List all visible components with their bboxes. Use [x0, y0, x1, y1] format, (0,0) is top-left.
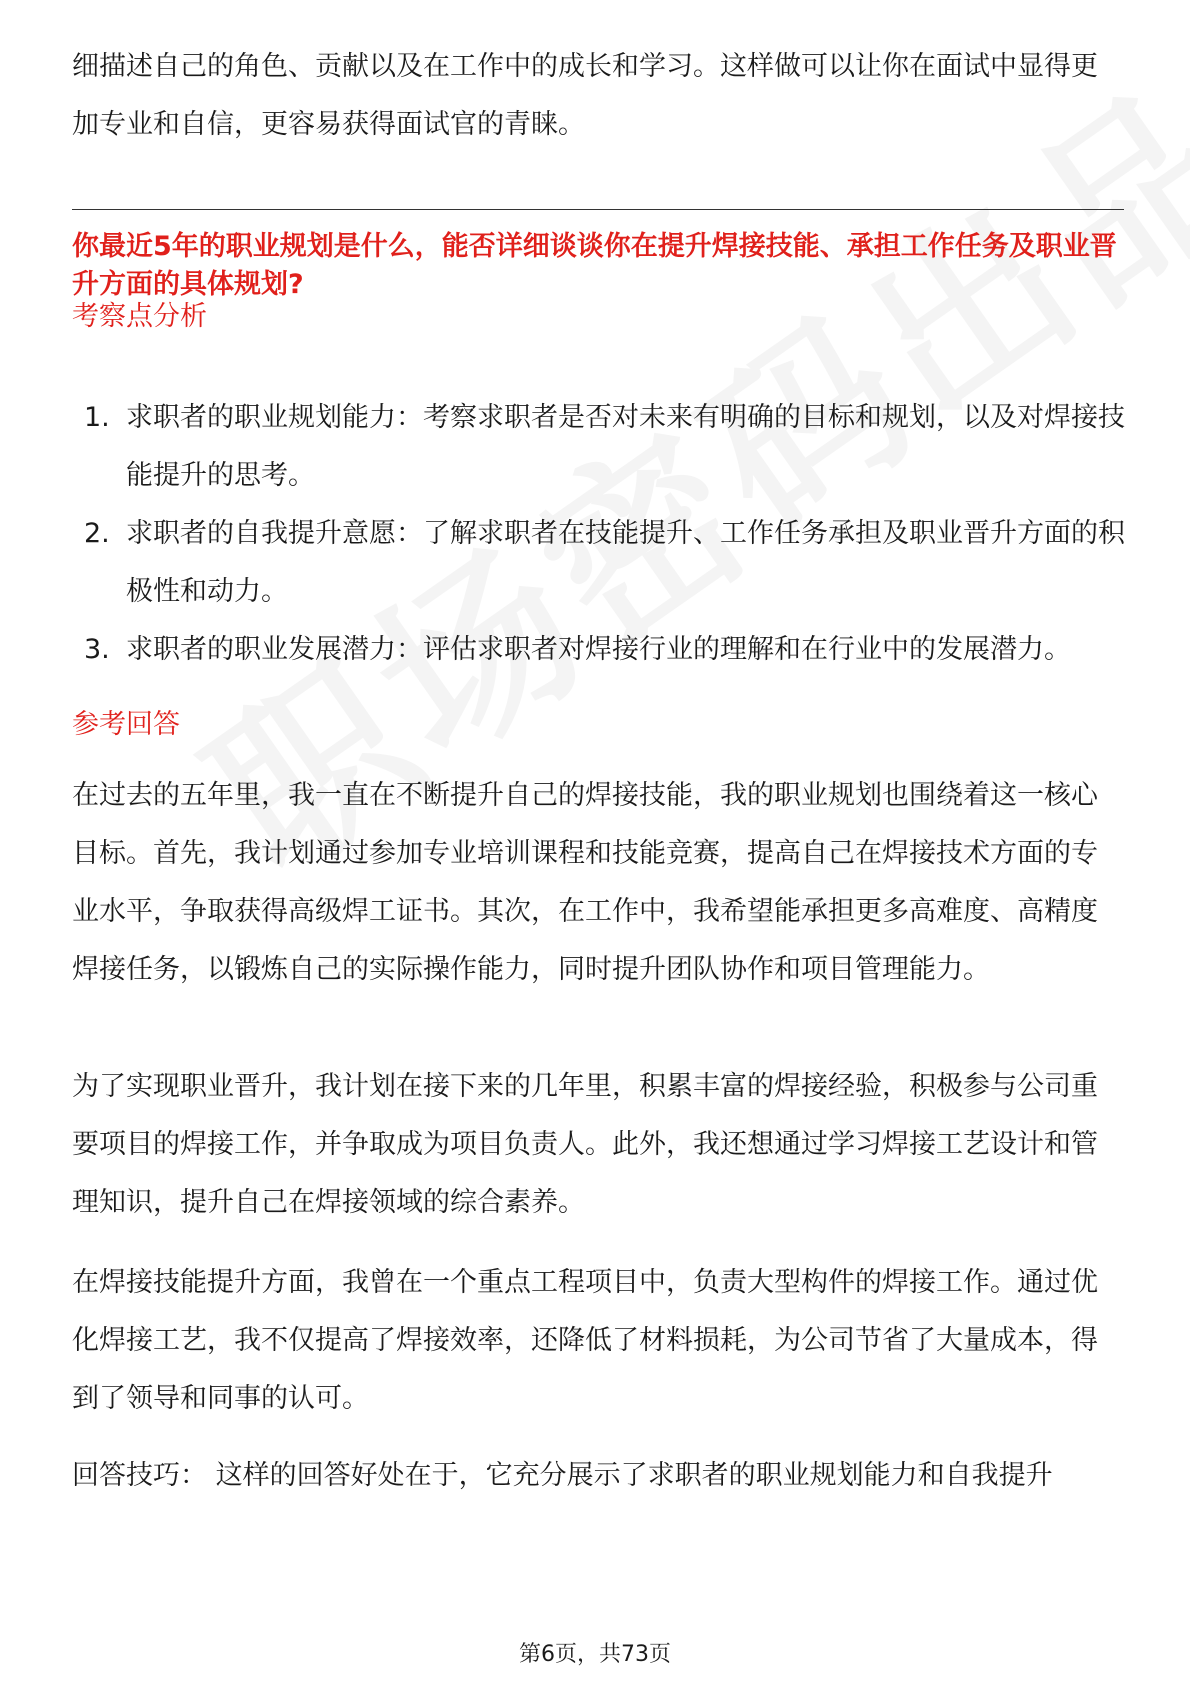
list-number: 3.: [84, 634, 110, 665]
answer-paragraph: 在过去的五年里，我一直在不断提升自己的焊接技能，我的职业规划也围绕着这一核心目标。首先，我计划通过参加专业培训课程和技能竞赛，提高自己在焊接技术方面的专业水平，争取获得高级焊工证书。其次，在工作中，我希望能承担更多高难度、高精度焊接任务，以锻炼自己的实际操作能力，同时提升团队协作和项目管理能力。: [72, 780, 1098, 985]
answer-heading: 参考回答: [72, 709, 180, 740]
list-item: [72, 505, 1132, 621]
answer-paragraph: 在焊接技能提升方面，我曾在一个重点工程项目中，负责大型构件的焊接工作。通过优化焊接工艺，我不仅提高了焊接效率，还降低了材料损耗，为公司节省了大量成本，得到了领导和同事的认可。: [72, 1267, 1098, 1414]
answer-tip-paragraph: 回答技巧： 这样的回答好处在于，它充分展示了求职者的职业规划能力和自我提升: [72, 1460, 1053, 1491]
question-heading: 你最近5年的职业规划是什么，能否详细谈谈你在提升焊接技能、承担工作任务及职业晋升方面的具体规划?: [72, 231, 1117, 300]
list-number: 2.: [84, 518, 110, 549]
list-item-text: 求职者的自我提升意愿：了解求职者在技能提升、工作任务承担及职业晋升方面的积极性和动力。: [126, 518, 1125, 607]
list-item-text: 求职者的职业发展潜力：评估求职者对焊接行业的理解和在行业中的发展潜力。: [126, 634, 1071, 665]
analysis-list: [72, 389, 1132, 679]
intro-paragraph: 细描述自己的角色、贡献以及在工作中的成长和学习。这样做可以让你在面试中显得更加专业和自信，更容易获得面试官的青睐。: [72, 51, 1098, 140]
analysis-heading: 考察点分析: [72, 301, 207, 332]
page-number: 第6页，共73页: [519, 1642, 671, 1667]
list-number: 1.: [84, 402, 110, 433]
list-item: [72, 389, 1132, 505]
list-item: [72, 621, 1132, 679]
list-item-text: 求职者的职业规划能力：考察求职者是否对未来有明确的目标和规划，以及对焊接技能提升的思考。: [126, 402, 1125, 491]
answer-paragraph: 为了实现职业晋升，我计划在接下来的几年里，积累丰富的焊接经验，积极参与公司重要项目的焊接工作，并争取成为项目负责人。此外，我还想通过学习焊接工艺设计和管理知识，提升自己在焊接领域的综合素养。: [72, 1071, 1098, 1218]
section-divider: [72, 209, 1124, 210]
